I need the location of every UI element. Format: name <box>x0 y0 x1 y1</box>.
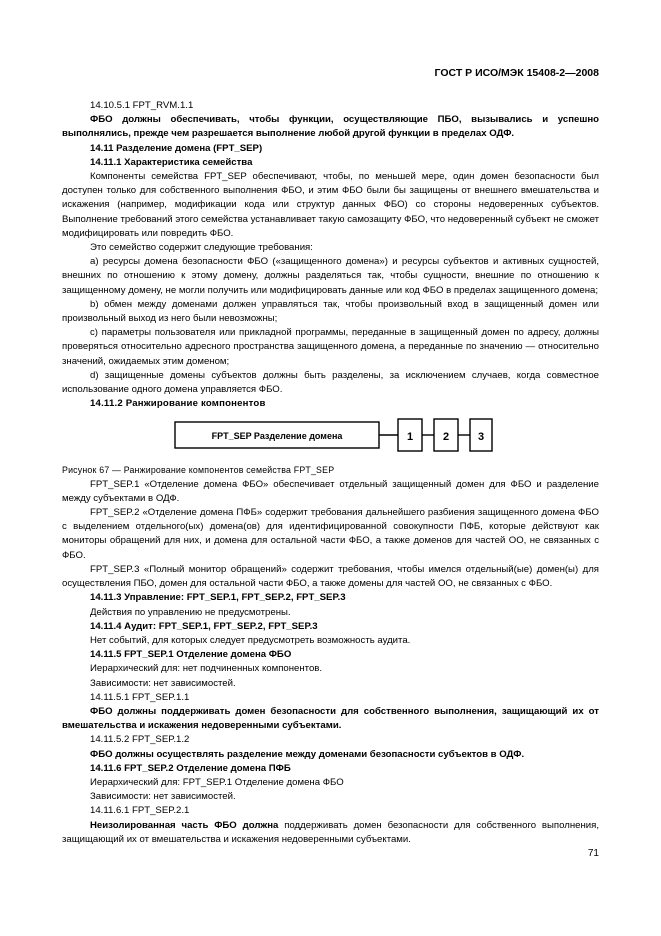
component-levelling-figure <box>62 415 599 463</box>
list-item: а) ресурсы домена безопасности ФБО («защищенного домена») и ресурсы субъектов и активных сущностей, внешних по отношению к этому домену, должны разделяться так, чтобы сущности, внешние по отношению к защищенному домену, не могли получить или модифицировать данные или код ФБО в пределах защищенного домена; <box>62 256 599 296</box>
clause-number: 14.11.6.1 FPT_SEP.2.1 <box>90 805 190 817</box>
requirement-bold-part: Неизолированная часть ФБО должна <box>90 819 279 831</box>
paragraph: Иерархический для: FPT_SEP.1 Отделение домена ФБО <box>90 776 344 788</box>
paragraph: Иерархический для: нет подчиненных компонентов. <box>90 663 323 675</box>
family-box-label: FPT_SEP Разделение домена <box>211 431 343 442</box>
list-item: с) параметры пользователя или прикладной программы, переданные в защищенный домен по адресу, должны проверяться относительно адресного пространства защищенного домена, а переданные по значению — относительно значений, ожидаемых этим доменом; <box>62 327 599 367</box>
paragraph: FPT_SEP.3 «Полный монитор обращений» содержит требования, чтобы имелся отдельный(ые) домен(ы) для осуществления ПБО, домен для остальной части ФБО, а также домены для частей ОО, не связанных с ФБО. <box>62 563 599 590</box>
requirement-text: ФБО должны осуществлять разделение между доменами безопасности субъектов в ОДФ. <box>90 748 525 760</box>
clause-number: 14.11.5.2 FPT_SEP.1.2 <box>90 734 190 746</box>
paragraph: FPT_SEP.2 «Отделение домена ПФБ» содержит требования дальнейшего разбиения защищенного домена ФБО с выделением отдельного(ых) домена(ов) для идентифицированной совокупности ПФБ, которые действуют как мониторы обращений для них, и домена для остальной части ФБО, а также доменов для частей ОО, не связанных с ФБО. <box>62 507 599 561</box>
requirement-text: ФБО должны обеспечивать, чтобы функции, осуществляющие ПБО, вызывались и успешно выполнялись, прежде чем разрешается выполнение любой другой функции в пределах ОДФ. <box>62 114 599 140</box>
subsection-heading: 14.11.3 Управление: FPT_SEP.1, FPT_SEP.2, FPT_SEP.3 <box>90 592 346 604</box>
clause-number: 14.10.5.1 FPT_RVM.1.1 <box>90 100 194 111</box>
paragraph: Нет событий, для которых следует предусмотреть возможность аудита. <box>90 634 411 646</box>
subsection-heading: 14.11.4 Аудит: FPT_SEP.1, FPT_SEP.2, FPT_SEP.3 <box>90 620 318 632</box>
paragraph: Зависимости: нет зависимостей. <box>90 677 236 689</box>
paragraph: Компоненты семейства FPT_SEP обеспечивают, чтобы, по меньшей мере, один домен безопасности был доступен только для собственного выполнения ФБО, и этим ФБО были бы защищены от внешнего вмешательства и искажения (например, модификации кода или структур данных ФБО) со стороны недоверенных субъектов. Выполнение требований этого семейства устанавливает такую самозащиту ФБО, что недоверенный субъект не сможет модифицировать или повредить ФБО. <box>62 171 599 239</box>
section-heading: 14.11 Разделение домена (FPT_SEP) <box>90 142 263 154</box>
clause-number: 14.11.5.1 FPT_SEP.1.1 <box>90 691 190 703</box>
requirement-text <box>62 819 599 847</box>
page-content <box>62 99 599 847</box>
subsection-heading: 14.11.1 Характеристика семейства <box>90 156 253 168</box>
requirement-regular-part: поддерживать домен безопасности для собственного выполнения, защищающий их от вмешательства и искажения недоверенными субъектами. <box>62 819 599 845</box>
paragraph: Действия по управлению не предусмотрены. <box>90 606 291 618</box>
subsection-heading: 14.11.2 Ранжирование компонентов <box>90 398 266 410</box>
paragraph: FPT_SEP.1 «Отделение домена ФБО» обеспечивает отдельный защищенный домен для ФБО и разделение между субъектами в ОДФ. <box>62 478 599 504</box>
paragraph: Это семейство содержит следующие требования: <box>90 242 313 254</box>
list-item: b) обмен между доменами должен управляться так, чтобы произвольный вход в защищенный домен или произвольный выход из него были невозможны; <box>62 298 599 325</box>
requirement-text: ФБО должны поддерживать домен безопасности для собственного выполнения, защищающий их от вмешательства и искажения недоверенными субъектами. <box>62 705 599 732</box>
levelling-diagram <box>174 415 494 459</box>
component-label-2: 2 <box>442 431 450 444</box>
component-label-3: 3 <box>477 431 485 444</box>
document-header: ГОСТ Р ИСО/МЭК 15408-2—2008 <box>434 67 599 79</box>
paragraph: Зависимости: нет зависимостей. <box>90 791 236 803</box>
subsection-heading: 14.11.5 FPT_SEP.1 Отделение домена ФБО <box>90 649 292 661</box>
component-label-1: 1 <box>406 431 414 444</box>
figure-caption: Рисунок 67 — Ранжирование компонентов семейства FPT_SEP <box>62 465 335 476</box>
list-item: d) защищенные домены субъектов должны быть разделены, за исключением случаев, когда совместное использование одного домена управляется ФБО. <box>62 369 599 396</box>
subsection-heading: 14.11.6 FPT_SEP.2 Отделение домена ПФБ <box>90 762 291 774</box>
page-number: 71 <box>587 848 599 859</box>
